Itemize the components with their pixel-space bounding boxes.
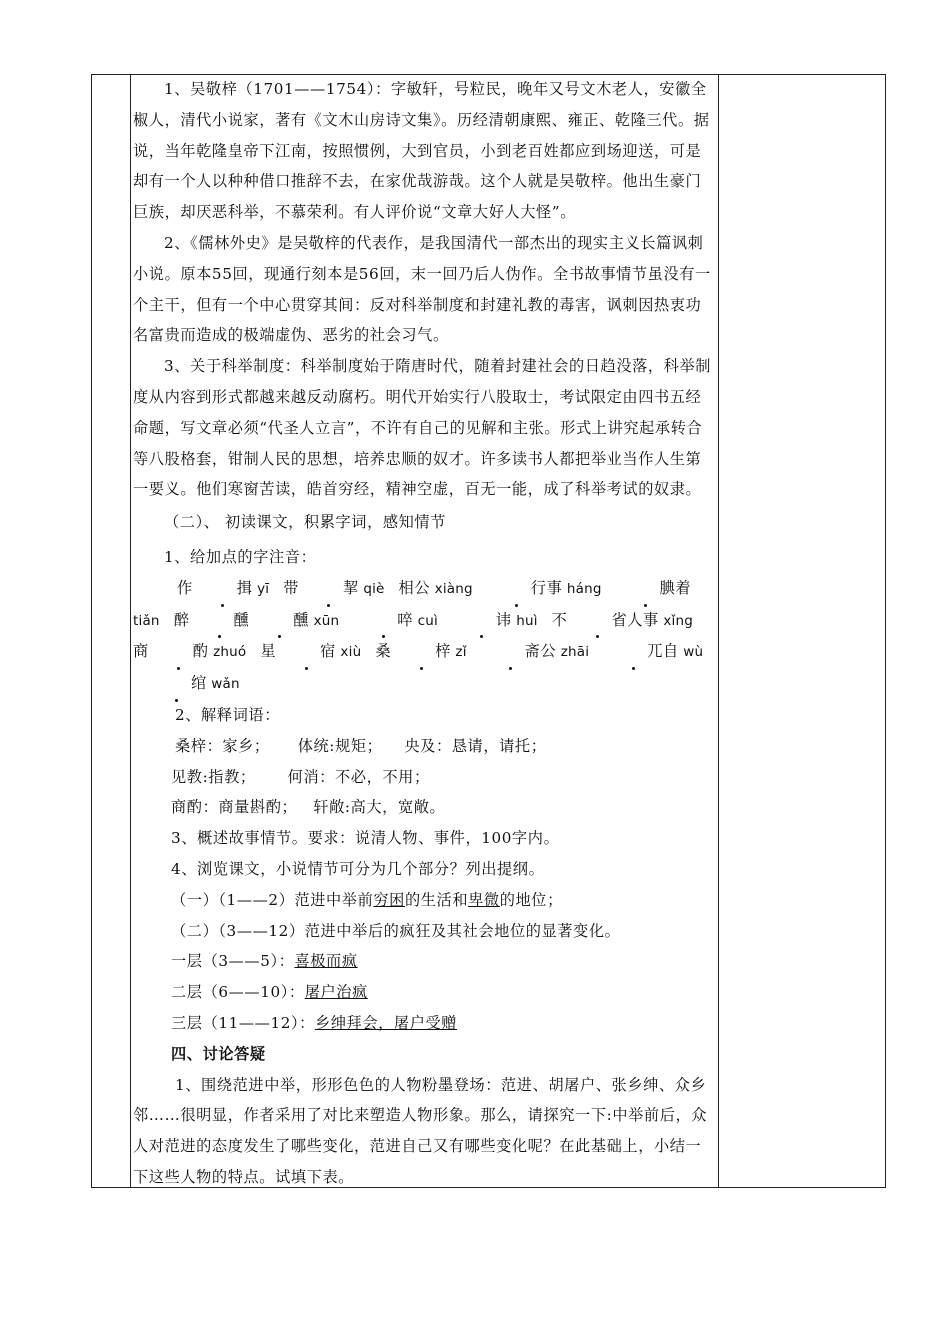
vocab-item: 何消：不必，不用； <box>287 767 430 786</box>
emphasized-character: 啐 <box>353 605 413 636</box>
vocab-line <box>133 762 717 793</box>
pinyin-reading: cuì <box>413 612 438 629</box>
emphasized-character: 省 <box>567 605 627 636</box>
emphasized-character: 兀 <box>603 636 663 667</box>
novel-intro-paragraph: 2、《儒林外史》是吴敬梓的代表作，是我国清代一部杰出的现实主义长篇讽刺小说。原本55回，现通行刻本是56回，末一回乃后人伪作。全书故事情节虽没有一个主干，但有一个中心贯穿其间：反对科举制度和封建礼教的毒害，讽刺因热衷功名富贵而造成的极端虚伪、恶劣的社会习气。 <box>133 233 711 345</box>
vocab-task-title: 2、解释词语： <box>175 705 280 724</box>
outline-task: 4、浏览课文，小说情节可分为几个部分？列出提纲。 <box>171 859 545 878</box>
pinyin-item <box>353 611 438 629</box>
pinyin-reading: xiù <box>335 644 362 661</box>
vocab-item: 体统:规矩； <box>297 736 383 755</box>
pinyin-item <box>452 611 538 629</box>
pinyin-reading: yī <box>252 580 270 597</box>
pinyin-item <box>399 579 473 597</box>
pinyin-reading: háng <box>562 580 602 597</box>
vocab-item: 桑梓：家乡； <box>175 736 270 755</box>
section-heading-discussion: 四、讨论答疑 <box>171 1044 266 1063</box>
outline-part-two: （二）（3——12）范进中举后的疯狂及其社会地位的显著变化。 <box>171 921 621 940</box>
pinyin-word-part: 带 <box>283 578 300 597</box>
pinyin-word-part: 醉 <box>173 610 190 629</box>
pinyin-reading: tiǎn <box>133 612 160 629</box>
pinyin-reading: xǐng <box>658 612 694 629</box>
pinyin-word-part: 商 <box>133 642 149 661</box>
vocab-item: 商酌：商量斟酌； <box>171 798 298 817</box>
pinyin-word-part: 不 <box>551 610 568 629</box>
pinyin-reading: qiè <box>358 580 385 597</box>
pinyin-item <box>552 611 693 629</box>
pinyin-reading: huì <box>511 612 538 629</box>
author-bio-paragraph: 1、吴敬梓（1701——1754）：字敏轩，号粒民，晚年又号文木老人，安徽全椒人，清代小说家，著有《文木山房诗文集》。历经清朝康熙、雍正、乾隆三代。据说，当年乾隆皇帝下江南，按照惯例，大到官员，小到老百姓都应到场迎送，可是却有一个人以种种借口推辞不去，在家优哉游哉。这个人就是吴敬梓。他出生豪门巨族，却厌恶科举，不慕荣利。有人评价说“文章大好人大怪”。 <box>133 80 710 222</box>
layer-label: 三层（11——12）： <box>171 1013 315 1032</box>
outline-text: 的生活和 <box>404 890 469 909</box>
pinyin-reading: zhāi <box>556 644 590 661</box>
emphasized-character: 腆 <box>616 573 676 604</box>
vocab-line <box>133 731 717 762</box>
table-column-divider <box>130 75 131 1187</box>
vocab-item: 央及：恳请，请托； <box>404 736 547 755</box>
pinyin-word-part: 公 <box>414 578 431 597</box>
emphasized-character: 醺 <box>249 605 309 636</box>
emphasized-character: 醺 <box>189 605 249 636</box>
layer-text: 乡绅拜会，屠户受赠 <box>314 1013 458 1032</box>
pinyin-reading: xiàng <box>430 580 473 597</box>
emphasized-character: 斋 <box>481 636 541 667</box>
pinyin-reading: xūn <box>309 612 340 629</box>
emphasized-character: 讳 <box>452 605 512 636</box>
section-heading-reading: （二）、 初读课文，积累字词，感知情节 <box>164 513 447 532</box>
pinyin-reading: zǐ <box>450 644 467 661</box>
pinyin-list <box>133 573 717 700</box>
pinyin-item <box>283 579 384 597</box>
pinyin-word-part: 相 <box>398 578 415 597</box>
main-content-cell <box>133 74 717 1193</box>
outline-keyword: 穷困 <box>373 890 405 909</box>
pinyin-task-title: 1、给加点的字注音： <box>164 547 317 566</box>
emphasized-character: 酌 <box>149 636 209 667</box>
pinyin-word-part: 作 <box>177 578 193 597</box>
pinyin-word-part: 人事 <box>627 610 659 629</box>
pinyin-word-part: 桑 <box>375 642 392 661</box>
emphasized-character: 绾 <box>147 668 207 699</box>
pinyin-word-part: 着 <box>675 578 692 597</box>
imperial-exam-paragraph: 3、关于科举制度：科举制度始于隋唐时代，随着封建社会的日趋没落，科举制度从内容到形式都越来越反动腐朽。明代开始实行八股取士，考试限定由四书五经命题，写文章必须“代圣人立言”，不许有自己的见解和主张。形式上讲究起承转合等八股格套，钳制人民的思想，培养忠顺的奴才。许多读书人都把举业当作人生第一要义。他们寒窗苦读，皓首穷经，精神空虚，百无一能，成了科举考试的奴隶。 <box>133 357 712 499</box>
plot-summary-task: 3、概述故事情节。要求：说清人物、事件，100字内。 <box>171 829 560 848</box>
outline-text: （一）（1——2）范进中举前 <box>171 890 374 909</box>
emphasized-character: 揖 <box>193 573 253 604</box>
layer-text: 喜极而疯 <box>294 952 358 971</box>
outline-layer-one <box>133 946 717 977</box>
pinyin-item <box>481 642 590 660</box>
vocab-line <box>133 792 717 823</box>
pinyin-item <box>174 611 340 629</box>
pinyin-reading: wù <box>678 644 704 661</box>
outline-text: 的地位； <box>499 890 563 909</box>
table-column-divider <box>718 75 719 1187</box>
discussion-question: 1、围绕范进中举，形形色色的人物粉墨登场：范进、胡屠户、张乡绅、众乡邻……很明显，作者采用了对比来塑造人物形象。那么，请探究一下:中举前后，众人对范进的态度发生了哪些变化，范进自己又有哪些变化呢？在此基础上，小结一下这些人物的特点。试填下表。 <box>133 1075 708 1186</box>
outline-layer-three <box>133 1008 717 1039</box>
vocab-item: 轩敞:高大，宽敞。 <box>313 798 446 817</box>
pinyin-item <box>177 579 269 597</box>
outline-layer-two <box>133 977 717 1008</box>
pinyin-word-part: 自 <box>663 642 679 661</box>
pinyin-item <box>147 674 240 692</box>
layer-label: 一层（3——5）： <box>171 952 295 971</box>
outline-part-one <box>133 885 717 916</box>
pinyin-item <box>375 642 466 660</box>
pinyin-item <box>133 642 246 660</box>
emphasized-character: 宿 <box>276 636 336 667</box>
pinyin-reading: zhuó <box>208 644 247 661</box>
pinyin-item <box>603 642 703 660</box>
emphasized-character: 行 <box>487 573 547 604</box>
pinyin-word-part: 星 <box>260 642 277 661</box>
pinyin-word-part: 事 <box>546 578 563 597</box>
layer-label: 二层（6——10）： <box>171 983 305 1002</box>
pinyin-item <box>260 642 361 660</box>
layer-text: 屠户治疯 <box>304 983 368 1002</box>
emphasized-character: 梓 <box>391 636 451 667</box>
emphasized-character: 挈 <box>299 573 359 604</box>
pinyin-word-part: 公 <box>540 642 557 661</box>
pinyin-reading: wǎn <box>206 676 240 693</box>
vocab-item: 见教:指教； <box>171 767 256 786</box>
outline-keyword: 卑微 <box>468 890 500 909</box>
pinyin-item <box>487 579 602 597</box>
